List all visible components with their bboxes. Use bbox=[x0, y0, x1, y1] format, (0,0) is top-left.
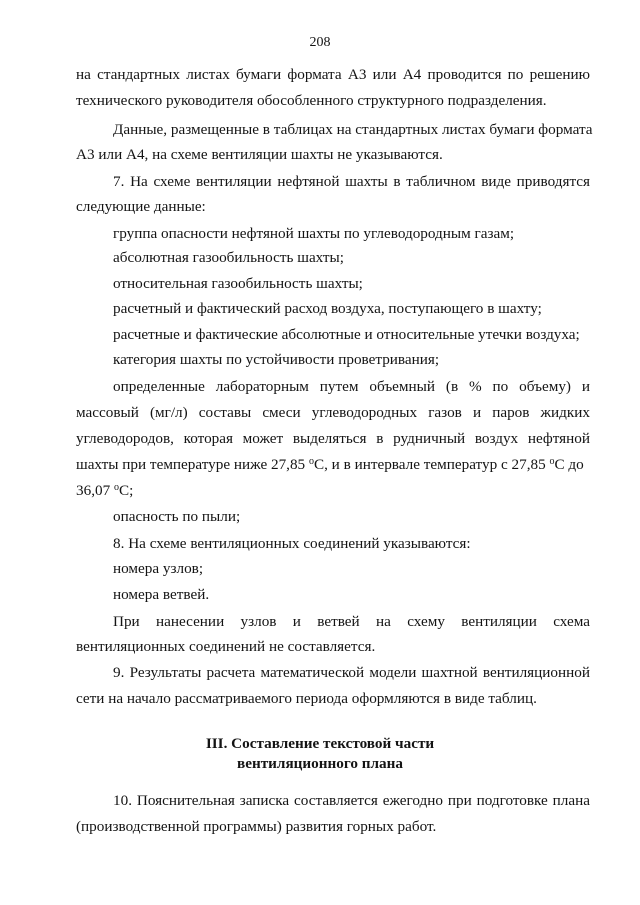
text-line: (производственной программы) развития горных работ. bbox=[76, 818, 437, 835]
section-heading: III. Составление текстовой части bbox=[205, 735, 435, 752]
text-line: 9. Результаты расчета математической модели шахтной вентиляционной bbox=[113, 664, 590, 681]
list-item: абсолютная газообильность шахты; bbox=[113, 249, 344, 266]
degree-symbol: o bbox=[308, 456, 314, 467]
list-item: расчетные и фактические абсолютные и относительные утечки воздуха; bbox=[113, 326, 580, 343]
text-segment: C, и в интервале температур с 27,85 bbox=[313, 456, 546, 473]
text-line bbox=[76, 482, 133, 500]
list-item: номера узлов; bbox=[113, 560, 204, 577]
text-segment: шахты при температуре ниже 27,85 bbox=[76, 456, 306, 473]
text-line bbox=[76, 456, 584, 474]
list-item: номера ветвей. bbox=[113, 586, 210, 603]
degree-symbol: o bbox=[549, 456, 555, 467]
degree-symbol: o bbox=[113, 482, 119, 493]
text-segment: C до bbox=[554, 456, 584, 473]
text-line: массовый (мг/л) составы смеси углеводородных газов и паров жидких bbox=[76, 404, 590, 421]
text-line: Данные, размещенные в таблицах на стандартных листах бумаги формата bbox=[113, 121, 593, 138]
text-line: определенные лабораторным путем объемный (в % по объему) и bbox=[113, 378, 590, 395]
text-line: 10. Пояснительная записка составляется ежегодно при подготовке плана bbox=[113, 792, 590, 809]
text-line: А3 или А4, на схеме вентиляции шахты не указываются. bbox=[76, 146, 443, 163]
text-line: углеводородов, которая может выделяться в рудничный воздух нефтяной bbox=[76, 430, 590, 447]
section-heading: вентиляционного плана bbox=[237, 755, 403, 772]
text-line: сети на начало рассматриваемого периода оформляются в виде таблиц. bbox=[76, 690, 537, 707]
list-item: категория шахты по устойчивости проветривания; bbox=[113, 351, 440, 368]
text-line: следующие данные: bbox=[76, 198, 206, 215]
text-segment: C; bbox=[118, 482, 134, 499]
text-line: 8. На схеме вентиляционных соединений указываются: bbox=[113, 535, 471, 552]
list-item: группа опасности нефтяной шахты по углеводородным газам; bbox=[113, 225, 515, 242]
text-line: на стандартных листах бумаги формата А3 или А4 проводится по решению bbox=[76, 66, 590, 83]
page-number: 208 bbox=[309, 35, 331, 50]
text-line: технического руководителя обособленного структурного подразделения. bbox=[76, 92, 547, 109]
text-segment: 36,07 bbox=[76, 482, 111, 499]
list-item: опасность по пыли; bbox=[113, 508, 241, 525]
text-line: При нанесении узлов и ветвей на схему вентиляции схема bbox=[113, 613, 590, 630]
text-line: 7. На схеме вентиляции нефтяной шахты в табличном виде приводятся bbox=[113, 173, 590, 190]
list-item: относительная газообильность шахты; bbox=[113, 275, 363, 292]
text-line: вентиляционных соединений не составляется. bbox=[76, 638, 376, 655]
list-item: расчетный и фактический расход воздуха, поступающего в шахту; bbox=[113, 300, 542, 317]
